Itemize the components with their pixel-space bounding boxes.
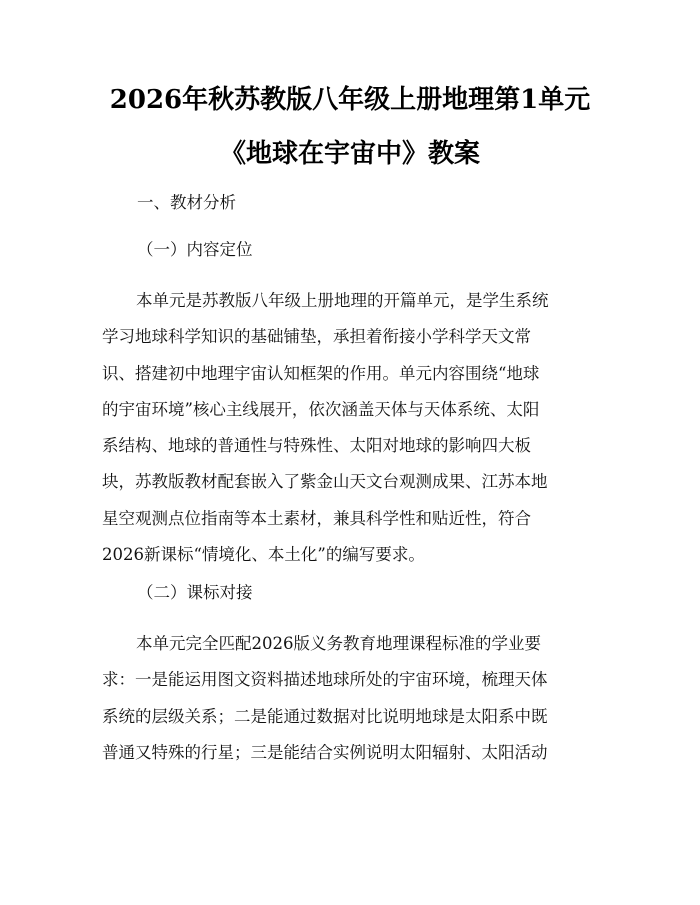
paragraph-line: 学习地球科学知识的基础铺垫，承担着衔接小学科学天文常: [102, 327, 531, 347]
paragraph-line: 系统的层级关系；二是能通过数据对比说明地球是太阳系中既: [102, 706, 548, 726]
paragraph-line: 本单元完全匹配2026版义务教育地理课程标准的学业要: [136, 634, 541, 653]
paragraph-line: 星空观测点位指南等本土素材，兼具科学性和贴近性，符合: [102, 508, 531, 528]
paragraph-line: 的宇宙环境”核心主线展开，依次涵盖天体与天体系统、太阳: [102, 399, 540, 419]
paragraph-line: 块，苏教版教材配套嵌入了紫金山天文台观测成果、江苏本地: [102, 472, 548, 492]
document-title-line-2: 《地球在宇宙中》教案: [219, 139, 480, 169]
paragraph-content-positioning: [102, 283, 602, 573]
document-title-line-1: 2026年秋苏教版八年级上册地理第1单元: [109, 85, 591, 115]
subsection-heading-curriculum-alignment: （二）课标对接: [137, 583, 253, 602]
paragraph-line: 普通又特殊的行星；三是能结合实例说明太阳辐射、太阳活动: [102, 742, 548, 762]
section-heading-textbook-analysis: 一、教材分析: [137, 193, 236, 212]
subsection-heading-content-positioning: （一）内容定位: [137, 240, 253, 259]
paragraph-line: 2026新课标“情境化、本土化”的编写要求。: [102, 545, 425, 565]
paragraph-line: 系结构、地球的普通性与特殊性、太阳对地球的影响四大板: [102, 436, 531, 456]
paragraph-line: 求：一是能运用图文资料描述地球所处的宇宙环境，梳理天体: [102, 670, 548, 690]
paragraph-curriculum-alignment: [102, 626, 602, 771]
paragraph-line: 本单元是苏教版八年级上册地理的开篇单元，是学生系统: [136, 291, 549, 310]
paragraph-line: 识、搭建初中地理宇宙认知框架的作用。单元内容围绕“地球: [102, 363, 540, 383]
